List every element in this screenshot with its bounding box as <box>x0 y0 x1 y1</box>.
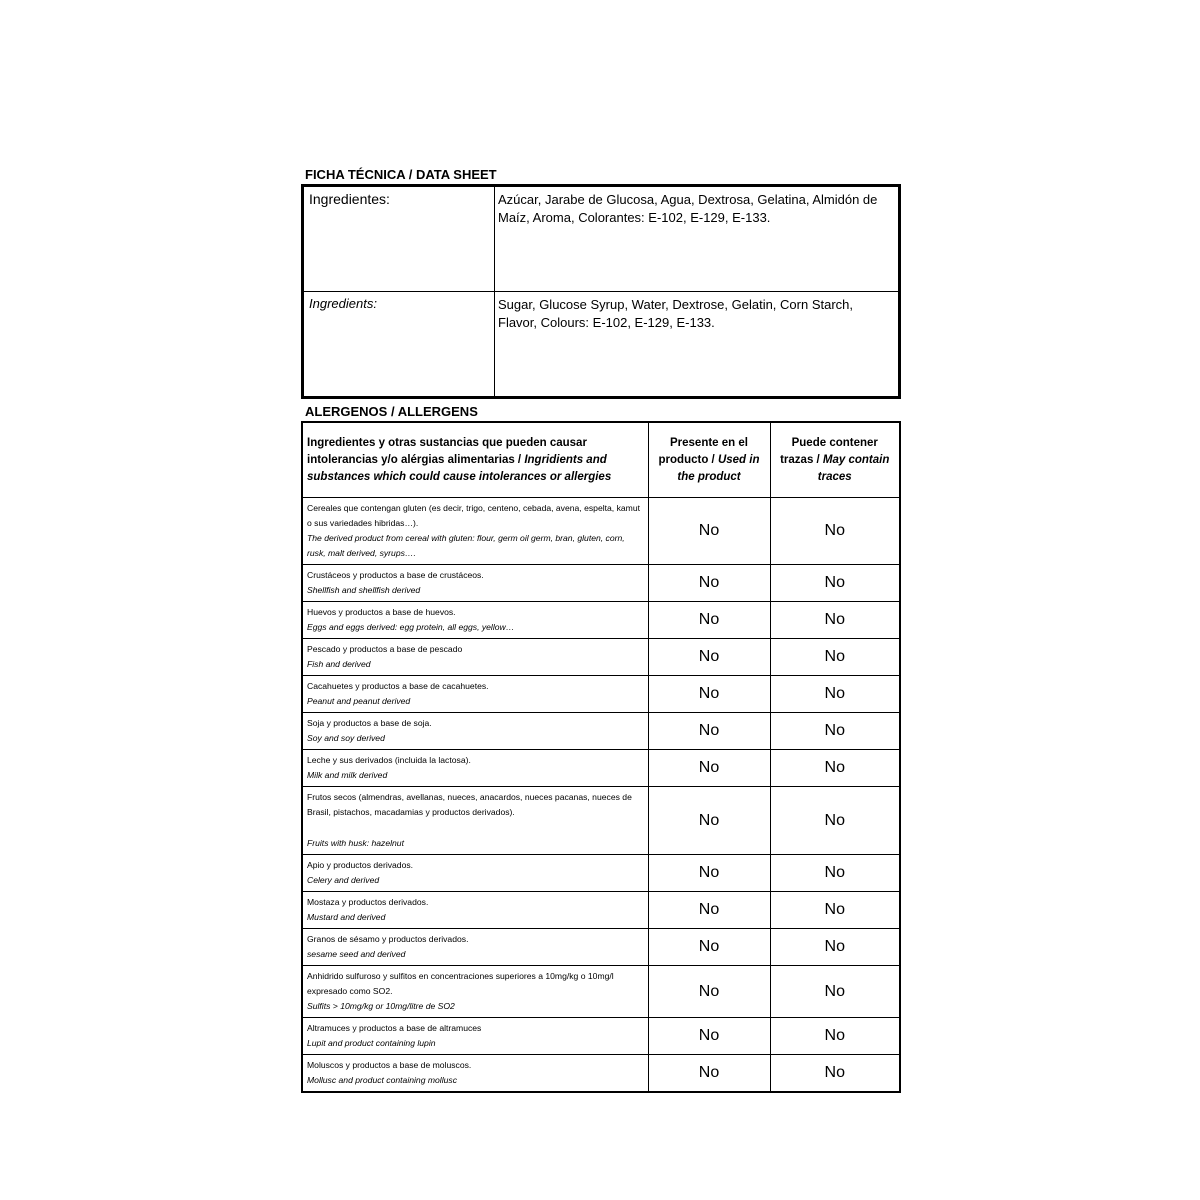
table-row <box>302 565 900 602</box>
header-present <box>648 422 770 498</box>
ingredients-value-en: Sugar, Glucose Syrup, Water, Dextrose, Gelatin, Corn Starch, Flavor, Colours: E-102, E-129, E-133. <box>495 292 900 398</box>
present-value: No <box>648 1018 770 1055</box>
traces-value: No <box>770 750 900 787</box>
traces-value: No <box>770 676 900 713</box>
allergen-name-en: Eggs and eggs derived: egg protein, all eggs, yellow… <box>307 622 515 632</box>
allergen-name-es: Apio y productos derivados. <box>307 860 414 870</box>
traces-value: No <box>770 787 900 855</box>
allergen-name-es: Pescado y productos a base de pescado <box>307 644 463 654</box>
present-value: No <box>648 602 770 639</box>
allergen-name-es: Crustáceos y productos a base de crustáceos. <box>307 570 484 580</box>
allergen-description <box>302 929 648 966</box>
allergen-name-en: Celery and derived <box>307 875 380 885</box>
traces-value: No <box>770 966 900 1018</box>
allergen-name-en: sesame seed and derived <box>307 949 406 959</box>
present-value: No <box>648 966 770 1018</box>
traces-value: No <box>770 1055 900 1093</box>
allergen-name-en: Sulfits > 10mg/kg or 10mg/litre de SO2 <box>307 1001 455 1011</box>
present-value: No <box>648 929 770 966</box>
allergen-name-es: Cacahuetes y productos a base de cacahuetes. <box>307 681 489 691</box>
present-value: No <box>648 713 770 750</box>
traces-value: No <box>770 565 900 602</box>
allergen-name-es: Leche y sus derivados (incluida la lactosa). <box>307 755 471 765</box>
allergen-description <box>302 498 648 565</box>
header-present-en: Used in the product <box>677 453 760 483</box>
allergen-rows <box>302 498 900 1093</box>
allergen-name-es: Huevos y productos a base de huevos. <box>307 607 456 617</box>
allergen-name-en: Fruits with husk: hazelnut <box>307 838 404 848</box>
allergen-description <box>302 750 648 787</box>
traces-value: No <box>770 639 900 676</box>
ingredients-table <box>301 184 901 399</box>
datasheet-title: FICHA TÉCNICA / DATA SHEET <box>305 167 497 182</box>
traces-value: No <box>770 602 900 639</box>
allergen-name-en: Shellfish and shellfish derived <box>307 585 421 595</box>
allergens-title: ALERGENOS / ALLERGENS <box>305 404 478 419</box>
allergen-name-en: Fish and derived <box>307 659 371 669</box>
allergens-header-row <box>302 422 900 498</box>
present-value: No <box>648 676 770 713</box>
ingredients-row-es <box>303 186 900 292</box>
allergen-description <box>302 713 648 750</box>
allergen-name-en: Mustard and derived <box>307 912 386 922</box>
allergens-table <box>301 421 901 1093</box>
ingredients-label-es: Ingredientes: <box>303 186 495 292</box>
allergen-description <box>302 1018 648 1055</box>
ingredients-value-es: Azúcar, Jarabe de Glucosa, Agua, Dextrosa, Gelatina, Almidón de Maíz, Aroma, Colorantes: E-102, E-129, E-133. <box>495 186 900 292</box>
traces-value: No <box>770 498 900 565</box>
allergen-name-en: Lupit and product containing lupin <box>307 1038 436 1048</box>
data-sheet <box>301 166 901 1093</box>
allergen-name-en: Soy and soy derived <box>307 733 385 743</box>
allergen-description <box>302 966 648 1018</box>
ingredients-row-en <box>303 292 900 398</box>
header-traces <box>770 422 900 498</box>
allergen-description <box>302 639 648 676</box>
table-row <box>302 929 900 966</box>
allergen-name-es: Mostaza y productos derivados. <box>307 897 429 907</box>
allergen-description <box>302 892 648 929</box>
present-value: No <box>648 498 770 565</box>
header-substances-es: Ingredientes y otras sustancias que pueden causar intolerancias y/o alérgias alimentarias / <box>307 436 587 466</box>
allergen-name-en: Milk and milk derived <box>307 770 388 780</box>
traces-value: No <box>770 929 900 966</box>
allergen-name-en: Mollusc and product containing mollusc <box>307 1075 457 1085</box>
allergen-description <box>302 676 648 713</box>
allergen-name-es: Moluscos y productos a base de moluscos. <box>307 1060 472 1070</box>
table-row <box>302 1055 900 1093</box>
allergen-description <box>302 787 648 855</box>
present-value: No <box>648 855 770 892</box>
header-present-es: Presente en el producto / <box>658 436 748 466</box>
allergen-name-es: Anhidrido sulfuroso y sulfitos en concentraciones superiores a 10mg/kg o 10mg/l expresado como SO2. <box>307 971 614 996</box>
allergen-description <box>302 1055 648 1093</box>
allergen-name-es: Granos de sésamo y productos derivados. <box>307 934 469 944</box>
allergen-name-en: Peanut and peanut derived <box>307 696 411 706</box>
table-row <box>302 1018 900 1055</box>
table-row <box>302 639 900 676</box>
header-traces-en: May contain traces <box>817 453 890 483</box>
present-value: No <box>648 1055 770 1093</box>
present-value: No <box>648 639 770 676</box>
header-substances-en: Ingridients and substances which could cause intolerances or allergies <box>307 453 612 483</box>
table-row <box>302 713 900 750</box>
traces-value: No <box>770 713 900 750</box>
traces-value: No <box>770 892 900 929</box>
traces-value: No <box>770 855 900 892</box>
table-row <box>302 750 900 787</box>
ingredients-label-en: Ingredients: <box>303 292 495 398</box>
table-row <box>302 676 900 713</box>
table-row <box>302 498 900 565</box>
present-value: No <box>648 565 770 602</box>
present-value: No <box>648 787 770 855</box>
traces-value: No <box>770 1018 900 1055</box>
present-value: No <box>648 892 770 929</box>
allergen-name-es: Altramuces y productos a base de altramuces <box>307 1023 482 1033</box>
allergen-description <box>302 855 648 892</box>
allergen-description <box>302 602 648 639</box>
table-row <box>302 855 900 892</box>
table-row <box>302 966 900 1018</box>
allergen-name-en: The derived product from cereal with gluten: flour, germ oil germ, bran, gluten, corn, rusk, malt derived, syrups…. <box>307 533 625 558</box>
table-row <box>302 892 900 929</box>
allergen-name-es: Frutos secos (almendras, avellanas, nueces, anacardos, nueces pacanas, nueces de Brasil, pistachos, macadamias y productos derivados). <box>307 792 632 817</box>
allergen-description <box>302 565 648 602</box>
header-traces-es: Puede contener trazas / <box>780 436 878 466</box>
allergen-name-es: Cereales que contengan gluten (es decir, trigo, centeno, cebada, avena, espelta, kamut o sus variedades hibridas…). <box>307 503 640 528</box>
present-value: No <box>648 750 770 787</box>
allergen-name-es: Soja y productos a base de soja. <box>307 718 432 728</box>
header-substances <box>302 422 648 498</box>
table-row <box>302 602 900 639</box>
table-row <box>302 787 900 855</box>
